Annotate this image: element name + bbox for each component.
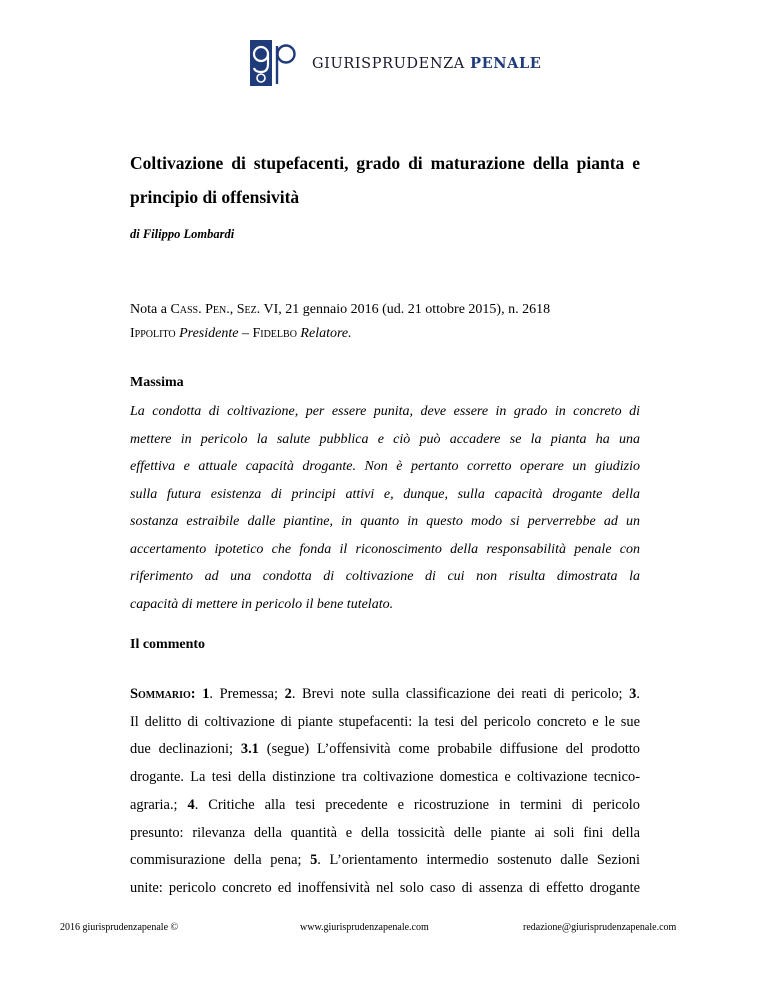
massima-line: sostanza estraibile dalle piantine, in quanto in questo modo si perverrebbe ad un [130, 514, 640, 529]
sommario-line [130, 764, 640, 792]
massima-line: capacità di mettere in pericolo il bene tutelato. [130, 596, 394, 612]
sommario-fragment: . Premessa; [209, 686, 285, 702]
sommario-fragment: . L’orientamento intermedio sostenuto dalle Sezioni [317, 852, 641, 869]
sommario-line [130, 820, 640, 848]
sommario-fragment: commisurazione della pena; [130, 852, 311, 869]
footer-copyright: 2016 giurisprudenzapenale © [60, 922, 179, 933]
sommario-line [130, 792, 640, 820]
nota-president-role: Presidente [175, 326, 239, 341]
massima-heading: Massima [130, 375, 184, 390]
nota-rapporteur-name: Fidelbo [252, 326, 297, 341]
massima-line: accertamento ipotetico che fonda il riconoscimento della responsabilità penale con [130, 541, 640, 557]
article-author: di Filippo Lombardi [130, 227, 235, 241]
case-reference-line-1 [130, 298, 550, 322]
sommario-line [130, 681, 640, 709]
section-number: 4 [187, 796, 195, 813]
sommario-fragment: agraria.; [130, 796, 188, 813]
sommario-line [130, 709, 640, 737]
sommario-line [130, 875, 640, 903]
nota-prefix: Nota a [130, 302, 171, 317]
massima-line: sulla futura esistenza di principi attivi e, dunque, sulla capacità drogante della [130, 486, 640, 502]
section-number: 5 [310, 852, 318, 869]
sommario-fragment: drogante. La tesi della distinzione tra coltivazione domestica e coltivazione tecnico- [130, 769, 640, 786]
gp-logo-icon [250, 40, 300, 86]
sommario-fragment: unite: pericolo concreto ed inoffensività nel solo caso di assenza di effetto drogante [130, 879, 640, 896]
header-logo [250, 40, 541, 86]
massima-line: effettiva e attuale capacità drogante. Non è pertanto corretto operare un giudizio [130, 459, 640, 474]
nota-court: Cass. Pen. [170, 302, 230, 317]
brand-name [312, 55, 541, 72]
article-title [130, 146, 640, 214]
nota-sep: , [229, 302, 237, 317]
commento-heading: Il commento [130, 637, 206, 652]
brand-part2: PENALE [470, 54, 542, 72]
sommario-text [130, 681, 640, 903]
massima-line: La condotta di coltivazione, per essere punita, deve essere in grado in concreto di [130, 404, 640, 419]
nota-details: VI, 21 gennaio 2016 (ud. 21 ottobre 2015), n. 2618 [260, 302, 551, 317]
sommario-fragment: . Brevi note sulla classificazione dei reati di pericolo; [291, 686, 630, 702]
section-number: 2 [284, 686, 292, 702]
section-number: 3 [629, 686, 637, 702]
nota-rapporteur-role: Relatore. [296, 326, 352, 341]
massima-line: mettere in pericolo la salute pubblica e ciò può accadere se la pianta ha una [130, 431, 640, 447]
case-reference [130, 298, 550, 346]
sommario-fragment: . [636, 686, 640, 702]
sommario-fragment: presunto: rilevanza della quantità e della tossicità delle piante ai soli fini della [130, 824, 640, 841]
sommario-fragment: due declinazioni; [130, 741, 241, 758]
title-line-2: principio di offensività [130, 187, 300, 207]
nota-president-name: Ippolito [130, 326, 176, 341]
title-line-1: Coltivazione di stupefacenti, grado di maturazione della pianta e [130, 153, 640, 173]
footer-website[interactable]: www.giurisprudenzapenale.com [300, 922, 429, 933]
sommario-fragment: Il delitto di coltivazione di piante stupefacenti: la tesi del pericolo concreto e le sue [130, 713, 640, 730]
sommario-fragment: . Critiche alla tesi precedente e ricostruzione in termini di pericolo [194, 796, 641, 813]
brand-part1: GIURISPRUDENZA [312, 55, 465, 72]
sommario-line [130, 736, 640, 764]
case-reference-line-2 [130, 322, 550, 346]
massima-text [130, 398, 640, 618]
nota-dash: – [238, 326, 253, 341]
massima-line: riferimento ad una condotta di coltivazione di cui non risulta dimostrata la [130, 569, 640, 584]
sommario-line [130, 847, 640, 875]
sommario-label: Sommario: [130, 686, 196, 702]
section-number: 3.1 [240, 741, 259, 758]
nota-section-label: Sez. [236, 302, 261, 317]
sommario-fragment: (segue) L’offensività come probabile diffusione del prodotto [258, 741, 640, 758]
section-number: 1 [195, 686, 210, 702]
footer-email[interactable]: redazione@giurisprudenzapenale.com [523, 922, 677, 933]
